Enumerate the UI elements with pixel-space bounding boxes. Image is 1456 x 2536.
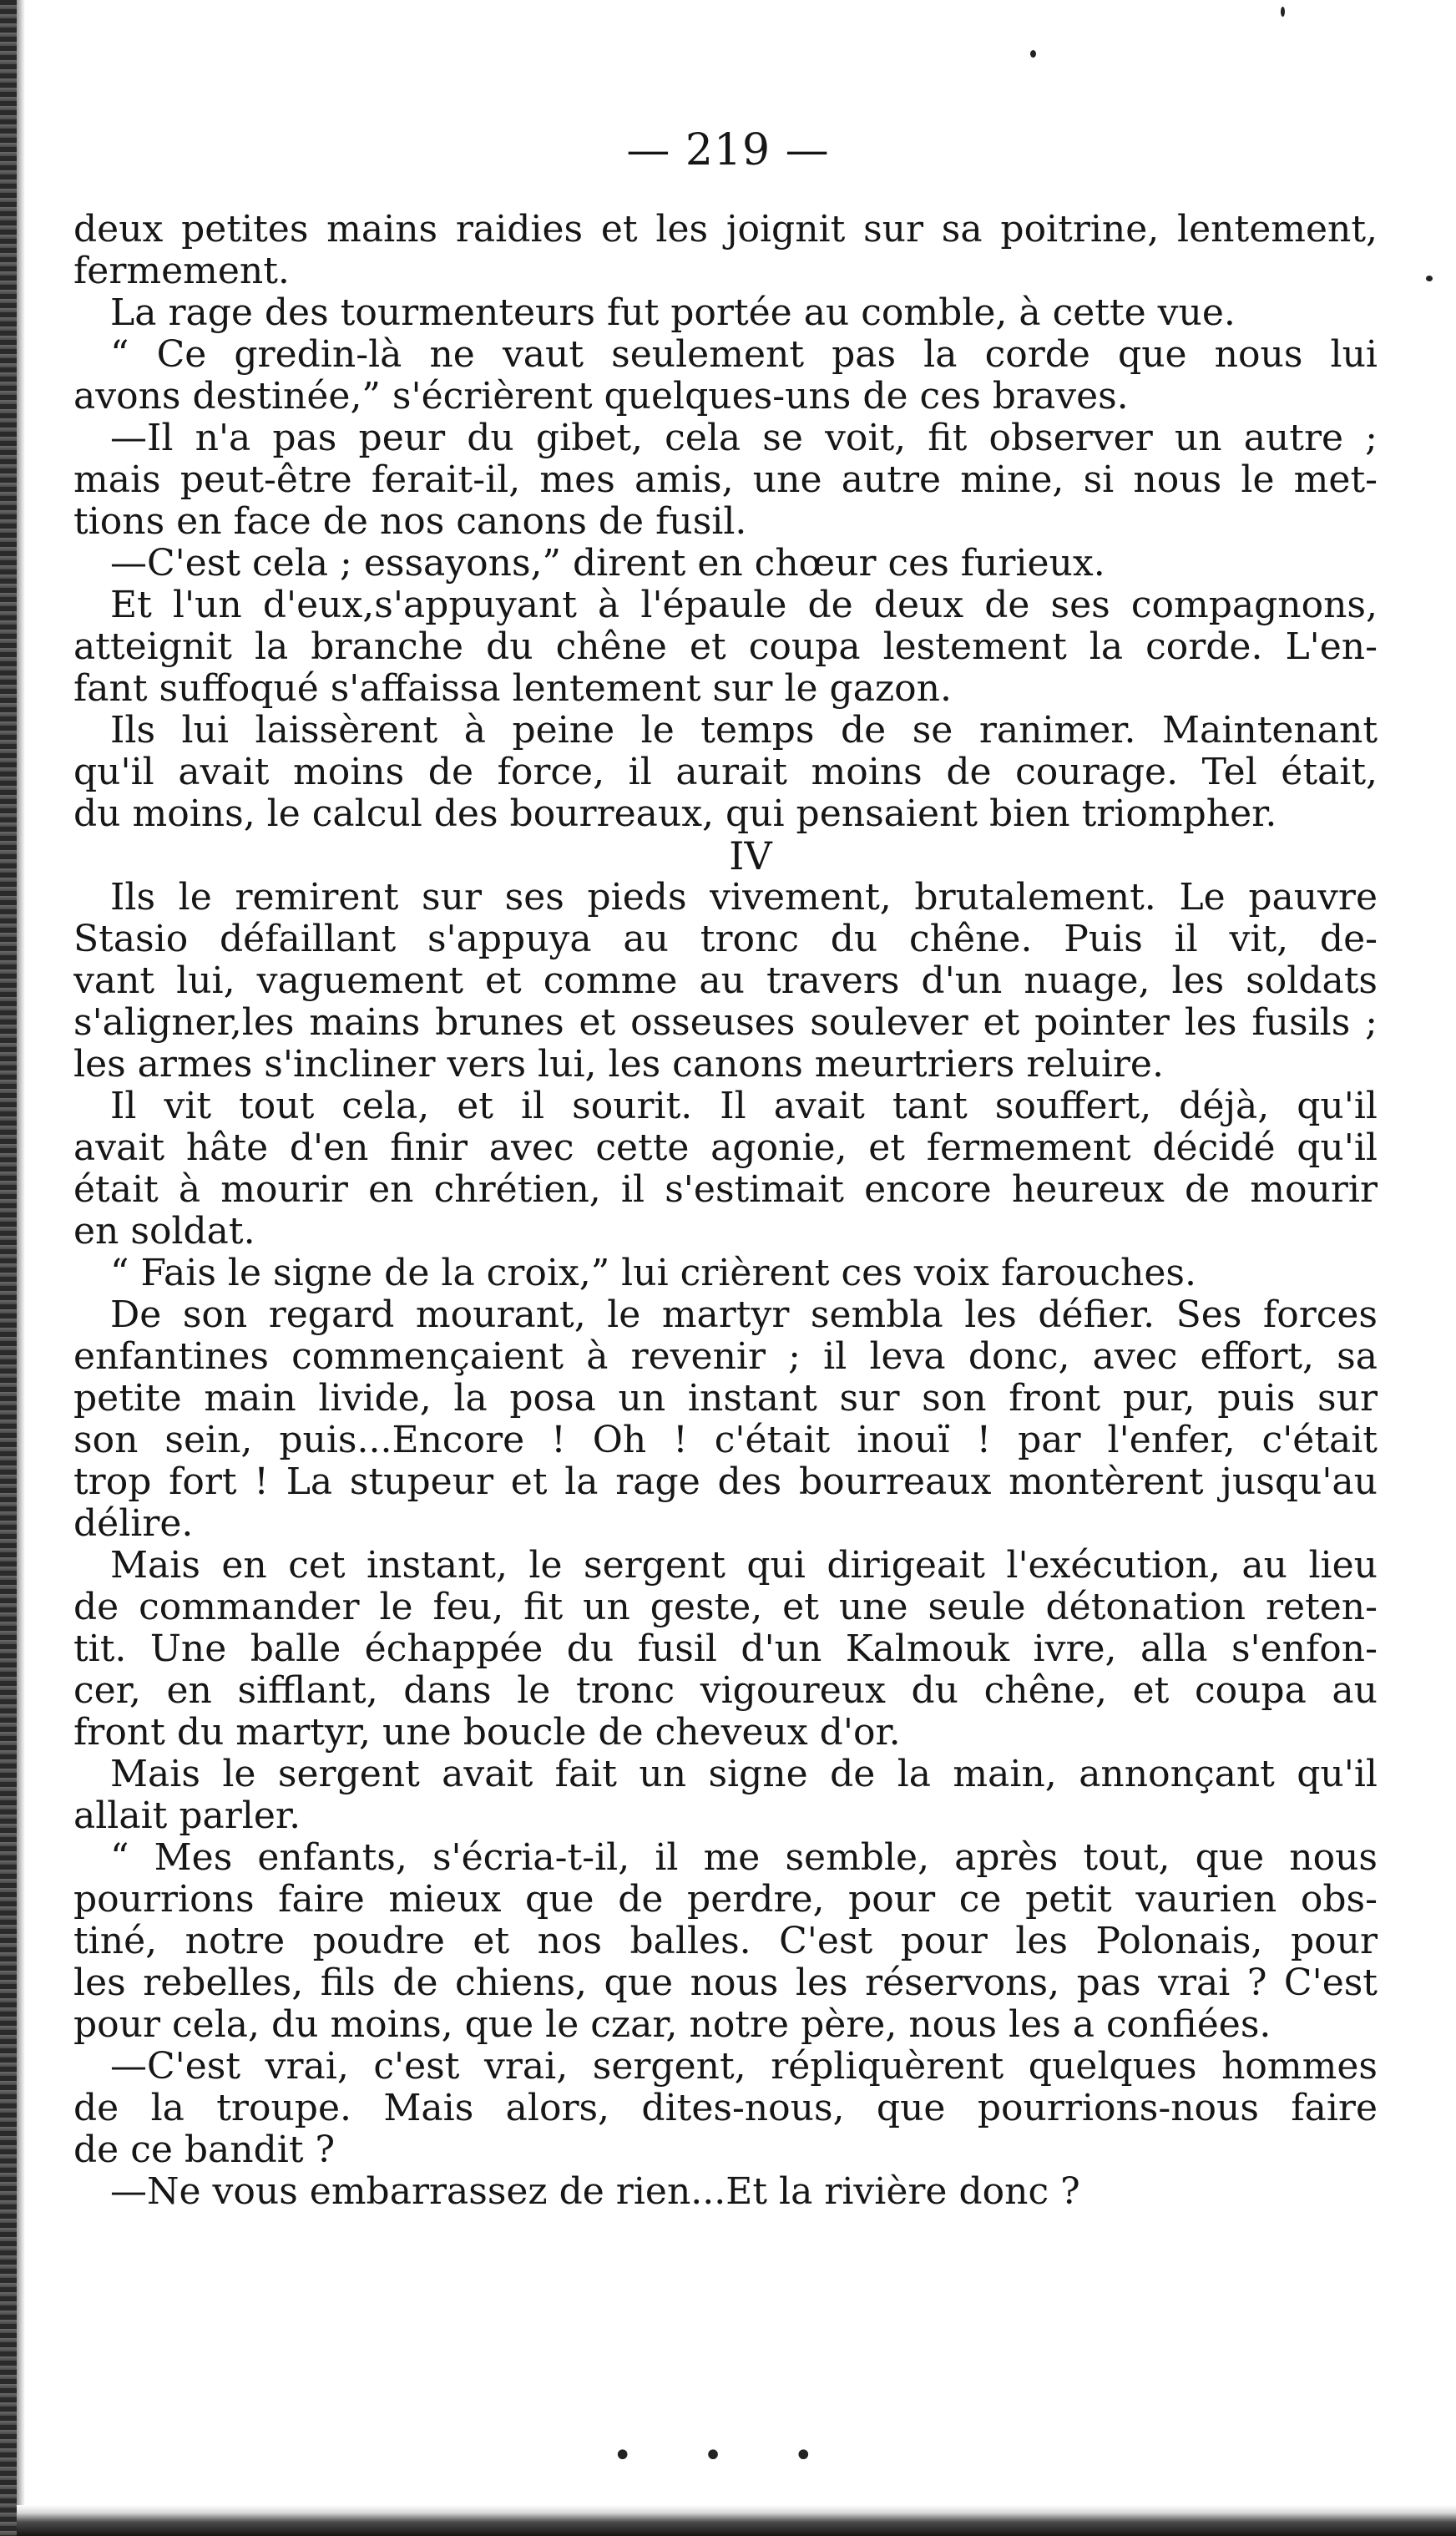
text-line: Mais le sergent avait fait un signe de la main, annonçant qu'il (110, 1754, 1378, 1795)
text-line: les rebelles, fils de chiens, que nous les réservons, pas vrai ? C'est (73, 1962, 1378, 2004)
text-line: du moins, le calcul des bourreaux, qui pensaient bien triompher. (73, 793, 1277, 835)
paragraph (73, 334, 1378, 418)
page-bottom-shadow (17, 2505, 1456, 2536)
text-line: délire. (73, 1503, 194, 1545)
text-line: “ Fais le signe de la croix,” lui crièrent ces voix farouches. (110, 1253, 1196, 1294)
text-line: pourrions faire mieux que de perdre, pour ce petit vaurien obs- (73, 1879, 1378, 1921)
scan-speck (1426, 276, 1433, 281)
text-line: tit. Une balle échappée du fusil d'un Kalmouk ivre, alla s'enfon- (73, 1628, 1378, 1670)
text-line: deux petites mains raidies et les joignit sur sa poitrine, lentement, (73, 209, 1378, 251)
text-line: allait parler. (73, 1795, 301, 1837)
page-body (73, 209, 1378, 2213)
text-line: Et l'un d'eux,s'appuyant à l'épaule de deux de ses compagnons, (110, 585, 1378, 626)
text-line: son sein, puis...Encore ! Oh ! c'était inouï ! par l'enfer, c'était (73, 1420, 1378, 1461)
text-before-section (73, 209, 1378, 835)
scan-speck (1030, 50, 1036, 58)
paragraph (73, 1754, 1378, 1837)
text-line: Ils le remirent sur ses pieds vivement, brutalement. Le pauvre (110, 877, 1378, 919)
paragraph (73, 1837, 1378, 2046)
paragraph (73, 1294, 1378, 1545)
paragraph (73, 543, 1378, 585)
text-line: tions en face de nos canons de fusil. (73, 501, 747, 543)
text-line: avons destinée,” s'écrièrent quelques-uns de ces braves. (73, 376, 1129, 418)
text-line: front du martyr, une boucle de cheveux d'or. (73, 1712, 901, 1754)
text-line: trop fort ! La stupeur et la rage des bourreaux montèrent jusqu'au (73, 1461, 1378, 1503)
text-line: enfantines commençaient à revenir ; il leva donc, avec effort, sa (73, 1336, 1378, 1378)
paragraph (73, 2046, 1378, 2171)
text-line: vant lui, vaguement et comme au travers d'un nuage, les soldats (73, 960, 1378, 1002)
text-line: —C'est cela ; essayons,” dirent en chœur ces furieux. (110, 543, 1105, 585)
scan-speck (1281, 7, 1285, 17)
text-line: —C'est vrai, c'est vrai, sergent, répliquèrent quelques hommes (110, 2046, 1378, 2088)
paragraph (73, 2171, 1378, 2213)
text-line: “ Mes enfants, s'écria-t-il, il me semble, après tout, que nous (110, 1837, 1378, 1879)
text-line: —Ne vous embarrassez de rien...Et la rivière donc ? (110, 2171, 1080, 2213)
text-line: était à mourir en chrétien, il s'estimait encore heureux de mourir (73, 1169, 1378, 1211)
text-line: petite main livide, la posa un instant sur son front pur, puis sur (73, 1378, 1378, 1420)
text-line: Mais en cet instant, le sergent qui dirigeait l'exécution, au lieu (110, 1545, 1378, 1587)
paragraph (73, 209, 1378, 292)
text-line: La rage des tourmenteurs fut portée au comble, à cette vue. (110, 292, 1236, 334)
text-line: s'aligner,les mains brunes et osseuses soulever et pointer les fusils ; (73, 1002, 1378, 1044)
paragraph (73, 1545, 1378, 1754)
paragraph (73, 292, 1378, 334)
text-line: fant suffoqué s'affaissa lentement sur le gazon. (73, 668, 952, 710)
paragraph (73, 877, 1378, 1086)
text-line: avait hâte d'en finir avec cette agonie, et fermement décidé qu'il (73, 1127, 1378, 1169)
paragraph (73, 418, 1378, 543)
section-heading: IV (729, 833, 772, 878)
paragraph (73, 710, 1378, 835)
text-line: les armes s'incliner vers lui, les canons meurtriers reluire. (73, 1044, 1164, 1086)
text-line: tiné, notre poudre et nos balles. C'est pour les Polonais, pour (73, 1921, 1378, 1962)
bottom-marks: • • • (612, 2437, 844, 2475)
text-line: “ Ce gredin-là ne vaut seulement pas la corde que nous lui (110, 334, 1378, 376)
page-number: — 219 — (626, 125, 830, 175)
text-line: de la troupe. Mais alors, dites-nous, que pourrions-nous faire (73, 2088, 1378, 2129)
text-line: cer, en sifflant, dans le tronc vigoureux du chêne, et coupa au (73, 1670, 1378, 1712)
text-line: Il vit tout cela, et il sourit. Il avait tant souffert, déjà, qu'il (110, 1086, 1378, 1127)
text-line: Ils lui laissèrent à peine le temps de se ranimer. Maintenant (110, 710, 1378, 752)
text-line: de ce bandit ? (73, 2129, 336, 2171)
text-line: atteignit la branche du chêne et coupa lestement la corde. L'en- (73, 626, 1378, 668)
text-line: de commander le feu, fit un geste, et une seule détonation reten- (73, 1587, 1378, 1628)
text-line: mais peut-être ferait-il, mes amis, une autre mine, si nous le met- (73, 459, 1378, 501)
text-line: qu'il avait moins de force, il aurait moins de courage. Tel était, (73, 752, 1378, 793)
text-line: en soldat. (73, 1211, 255, 1253)
text-line: fermement. (73, 251, 290, 292)
book-spine-shadow (0, 0, 17, 2536)
text-after-section (73, 877, 1378, 2213)
text-line: De son regard mourant, le martyr sembla les défier. Ses forces (110, 1294, 1378, 1336)
book-gutter-edge (17, 0, 25, 2536)
text-line: —Il n'a pas peur du gibet, cela se voit, fit observer un autre ; (110, 418, 1378, 459)
paragraph (73, 1253, 1378, 1294)
text-line: Stasio défaillant s'appuya au tronc du chêne. Puis il vit, de- (73, 919, 1378, 960)
paragraph (73, 585, 1378, 710)
text-line: pour cela, du moins, que le czar, notre père, nous les a confiées. (73, 2004, 1271, 2046)
paragraph (73, 1086, 1378, 1253)
